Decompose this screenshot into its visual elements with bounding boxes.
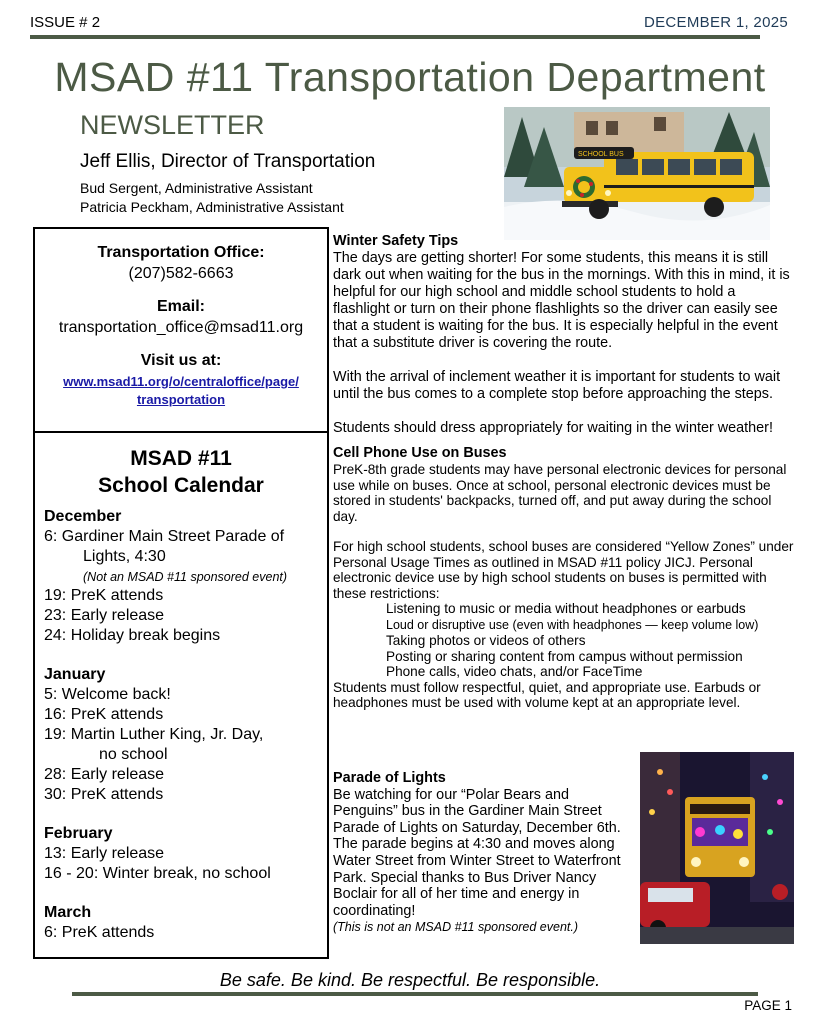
cell-phone-paragraph: Students must follow respectful, quiet, and appropriate use. Earbuds or headphones must be used with volume kept at an appropriate level. <box>333 679 761 710</box>
cell-phone-paragraph: PreK-8th grade students may have personal electronic devices for personal use while on buses. Once at school, personal electronic devices must be stored in students' backpacks, turned off, and put away during the school day. <box>333 462 787 524</box>
month-january: January <box>44 666 106 683</box>
calendar-event: 16: PreK attends <box>44 706 164 723</box>
visit-heading: Visit us at: <box>140 352 222 369</box>
right-column <box>333 233 795 711</box>
cell-phone-paragraph: For high school students, school buses are considered “Yellow Zones” under Personal Usage Times as outlined in MSAD #11 policy JICJ. Personal electronic device use by high school students on buses is permitted with these restrictions: <box>333 539 794 601</box>
parade-paragraph: Be watching for our “Polar Bears and Penguins” bus in the Gardiner Main Street Parade of Lights on Saturday, December 6th. The parade begins at 4:30 and moves along Water Street from Winter Street to Waterfront Park. Special thanks to Bus Driver Nancy Boclair for all of her time and energy in coordinating! <box>333 786 621 919</box>
bottom-rule <box>72 992 758 996</box>
calendar-event: 28: Early release <box>44 766 165 783</box>
calendar-event: 16 - 20: Winter break, no school <box>44 865 271 882</box>
calendar-event: 19: Martin Luther King, Jr. Day, <box>44 726 264 743</box>
winter-safety-heading: Winter Safety Tips <box>333 233 459 249</box>
staff-line: Patricia Peckham, Administrative Assistant <box>80 199 344 215</box>
office-phone: (207)582-6663 <box>128 265 234 282</box>
month-december: December <box>44 508 122 525</box>
restriction-item: Taking photos or videos of others <box>386 633 586 648</box>
calendar-title <box>35 445 327 499</box>
calendar-event: 13: Early release <box>44 845 165 862</box>
restriction-item-text: Loud or disruptive use (even with headphones — keep volume low) <box>386 617 759 632</box>
parade-of-lights-image <box>640 752 794 944</box>
top-rule <box>30 35 760 39</box>
footer-motto: Be safe. Be kind. Be respectful. Be responsible. <box>219 970 601 990</box>
issue-date: DECEMBER 1, 2025 <box>643 14 788 31</box>
calendar-event: 6: Gardiner Main Street Parade of <box>44 528 285 545</box>
school-calendar-box <box>33 431 329 959</box>
page-number: PAGE 1 <box>744 998 792 1013</box>
website-link-line1[interactable]: www.msad11.org/o/centraloffice/page/ <box>63 374 299 389</box>
calendar-event: 24: Holiday break begins <box>44 627 221 644</box>
director-name: Jeff Ellis, Director of Transportation <box>80 151 376 172</box>
email-address: transportation_office@msad11.org <box>58 319 304 336</box>
month-february: February <box>44 825 113 842</box>
calendar-title-line2: School Calendar <box>98 474 264 497</box>
staff-line: Bud Sergent, Administrative Assistant <box>80 180 313 196</box>
calendar-title-line1: MSAD #11 <box>130 447 232 470</box>
parade-note: (This is not an MSAD #11 sponsored event.) <box>333 920 579 935</box>
restriction-item: Posting or sharing content from campus without permission <box>386 648 743 664</box>
office-contact-box <box>33 227 329 433</box>
calendar-event: Lights, 4:30 <box>83 548 166 565</box>
cell-phone-heading: Cell Phone Use on Buses <box>333 445 507 461</box>
calendar-event: no school <box>99 746 168 763</box>
parade-heading: Parade of Lights <box>333 770 446 786</box>
issue-number: ISSUE # 2 <box>30 14 101 31</box>
website-link-line2[interactable]: transportation <box>136 392 226 407</box>
calendar-event: 30: PreK attends <box>44 786 164 803</box>
restriction-item: Phone calls, video chats, and/or FaceTime <box>386 664 643 679</box>
school-bus-winter-image <box>504 107 770 240</box>
newsletter-subtitle: NEWSLETTER <box>80 110 265 140</box>
website-link[interactable] <box>35 373 327 409</box>
calendar-event: 5: Welcome back! <box>44 686 171 703</box>
calendar-event: 19: PreK attends <box>44 587 164 604</box>
winter-safety-paragraph: The days are getting shorter! For some students, this means it is still dark out when waiting for the bus in the mornings. With this in mind, it is helpful for our high school and middle school students to hold a flashlight or turn on their phone flashlights so the driver can easily see that a student is waiting for the bus. It is especially helpful in the event that a substitute driver is covering the route. <box>333 250 790 351</box>
calendar-note: (Not an MSAD #11 sponsored event) <box>83 570 288 584</box>
restriction-item <box>333 617 795 634</box>
month-march: March <box>44 904 92 921</box>
winter-safety-paragraph: Students should dress appropriately for waiting in the winter weather! <box>333 420 773 436</box>
calendar-event: 23: Early release <box>44 607 165 624</box>
office-heading: Transportation Office: <box>97 244 265 261</box>
email-heading: Email: <box>156 298 205 315</box>
winter-safety-paragraph: With the arrival of inclement weather it is important for students to wait until the bus comes to a complete stop before approaching the steps. <box>333 369 781 402</box>
calendar-event: 6: PreK attends <box>44 924 155 941</box>
restriction-item: Listening to music or media without headphones or earbuds <box>386 601 746 616</box>
bus-sign-text: SCHOOL BUS <box>578 151 624 158</box>
page-title: MSAD #11 Transportation Department <box>54 54 766 100</box>
parade-section <box>333 770 633 936</box>
